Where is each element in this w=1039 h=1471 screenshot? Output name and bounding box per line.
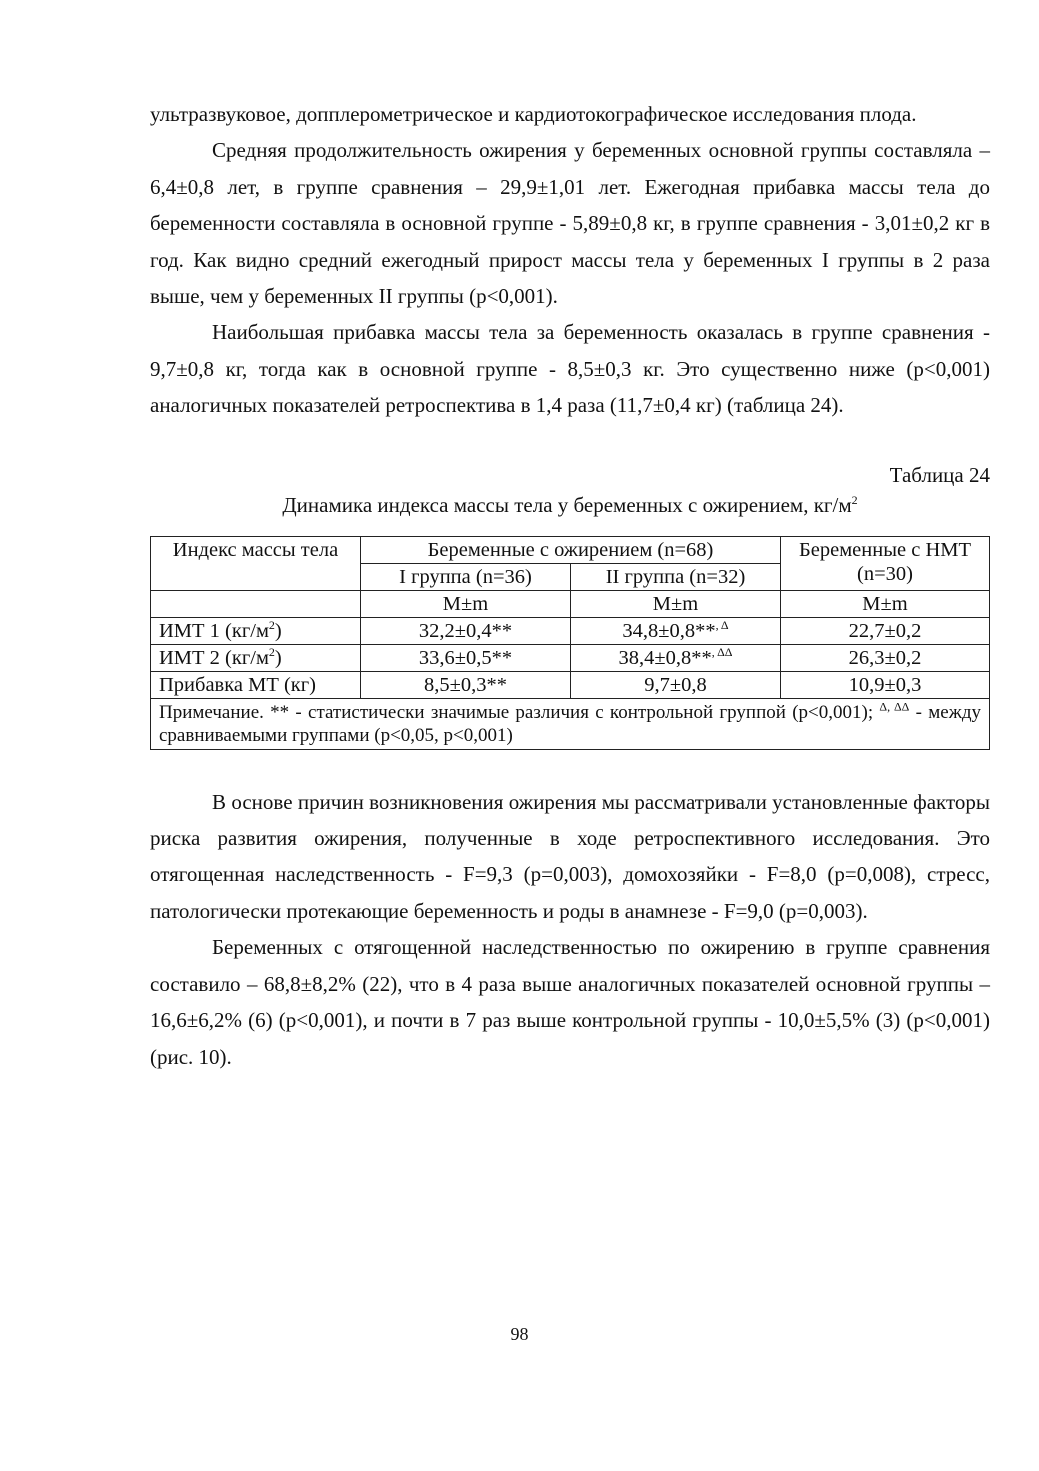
- document-page: [150, 96, 990, 1075]
- cell-g1: 33,6±0,5**: [361, 644, 571, 671]
- header-control: Беременные с НМТ (n=30): [781, 536, 990, 590]
- bmi-table: [150, 536, 990, 750]
- cell-ctrl: 22,7±0,2: [781, 617, 990, 644]
- header-stat-ctrl: M±m: [781, 590, 990, 617]
- cell-g1: 8,5±0,3**: [361, 671, 571, 698]
- header-stat-g1: M±m: [361, 590, 571, 617]
- cell-g2: 38,4±0,8**$^{, \Delta\Delta}$: [571, 644, 781, 671]
- header-bmi: Индекс массы тела: [151, 536, 361, 590]
- row-label: ИМТ 2 $(кг/м^2)$: [151, 644, 361, 671]
- row-label: Прибавка МТ (кг): [151, 671, 361, 698]
- table-caption-sup: 2: [851, 492, 858, 507]
- table-row: [151, 671, 990, 698]
- paragraph-continuation: ультразвуковое, допплерометрическое и кардиотокографическое исследования плода.: [150, 102, 917, 126]
- table-row: [151, 617, 990, 644]
- table-note: Примечание. ** - статистически значимые различия с контрольной группой (p<0,001); $^{\Delta, \Delta\Delta}$ - между сравниваемыми группами (p<0,05, p<0,001): [151, 698, 990, 749]
- row-label: ИМТ 1 $(кг/м^2)$: [151, 617, 361, 644]
- header-group1: I группа (n=36): [361, 563, 571, 590]
- cell-g1: 32,2±0,4**: [361, 617, 571, 644]
- table-number: Таблица 24: [889, 462, 990, 487]
- table-caption-text: Динамика индекса массы тела у беременных с ожирением, кг/м: [282, 492, 852, 517]
- paragraph-obesity-duration: Средняя продолжительность ожирения у беременных основной группы составляла – 6,4±0,8 лет, в группе сравнения – 29,9±1,01 лет. Ежегодная прибавка массы тела до беременности составляла в основной группе - 5,89±0,8 кг, в группе сравнения - 3,01±0,2 кг в год. Как видно средний ежегодный прирост массы тела у беременных I группы в 2 раза выше, чем у беременных II группы (p<0,001).: [150, 138, 990, 309]
- page-number: 98: [510, 1324, 529, 1344]
- paragraph-risk-factors: В основе причин возникновения ожирения мы рассматривали установленные факторы риска развития ожирения, полученные в ходе ретроспективного исследования. Это отягощенная наследственность - F=9,3 (p=0,003), домохозяйки - F=8,0 (p=0,008), стресс, патологически протекающие беременность и роды в анамнезе - F=9,0 (p=0,003).: [150, 789, 990, 923]
- cell-ctrl: 26,3±0,2: [781, 644, 990, 671]
- table-row: [151, 644, 990, 671]
- table-caption: [150, 490, 990, 520]
- paragraph-heredity: Беременных с отягощенной наследственностью по ожирению в группе сравнения составило – 68,8±8,2% (22), что в 4 раза выше аналогичных показателей основной группы – 16,6±6,2% (6) (p<0,001), и почти в 7 раз выше контрольной группы - 10,0±5,5% (3) (p<0,001) (рис. 10).: [150, 935, 990, 1069]
- cell-ctrl: 10,9±0,3: [781, 671, 990, 698]
- header-stat-g2: M±m: [571, 590, 781, 617]
- header-group-main: Беременные с ожирением (n=68): [361, 536, 781, 563]
- cell-g2: 9,7±0,8: [571, 671, 781, 698]
- header-group2: II группа (n=32): [571, 563, 781, 590]
- cell-g2: 34,8±0,8**$^{, \Delta}$: [571, 617, 781, 644]
- header-empty: [151, 590, 361, 617]
- paragraph-weight-gain: Наибольшая прибавка массы тела за беременность оказалась в группе сравнения - 9,7±0,8 кг, тогда как в основной группе - 8,5±0,3 кг. Это существенно ниже (p<0,001) аналогичных показателей ретроспектива в 1,4 раза (11,7±0,4 кг) (таблица 24).: [150, 320, 990, 418]
